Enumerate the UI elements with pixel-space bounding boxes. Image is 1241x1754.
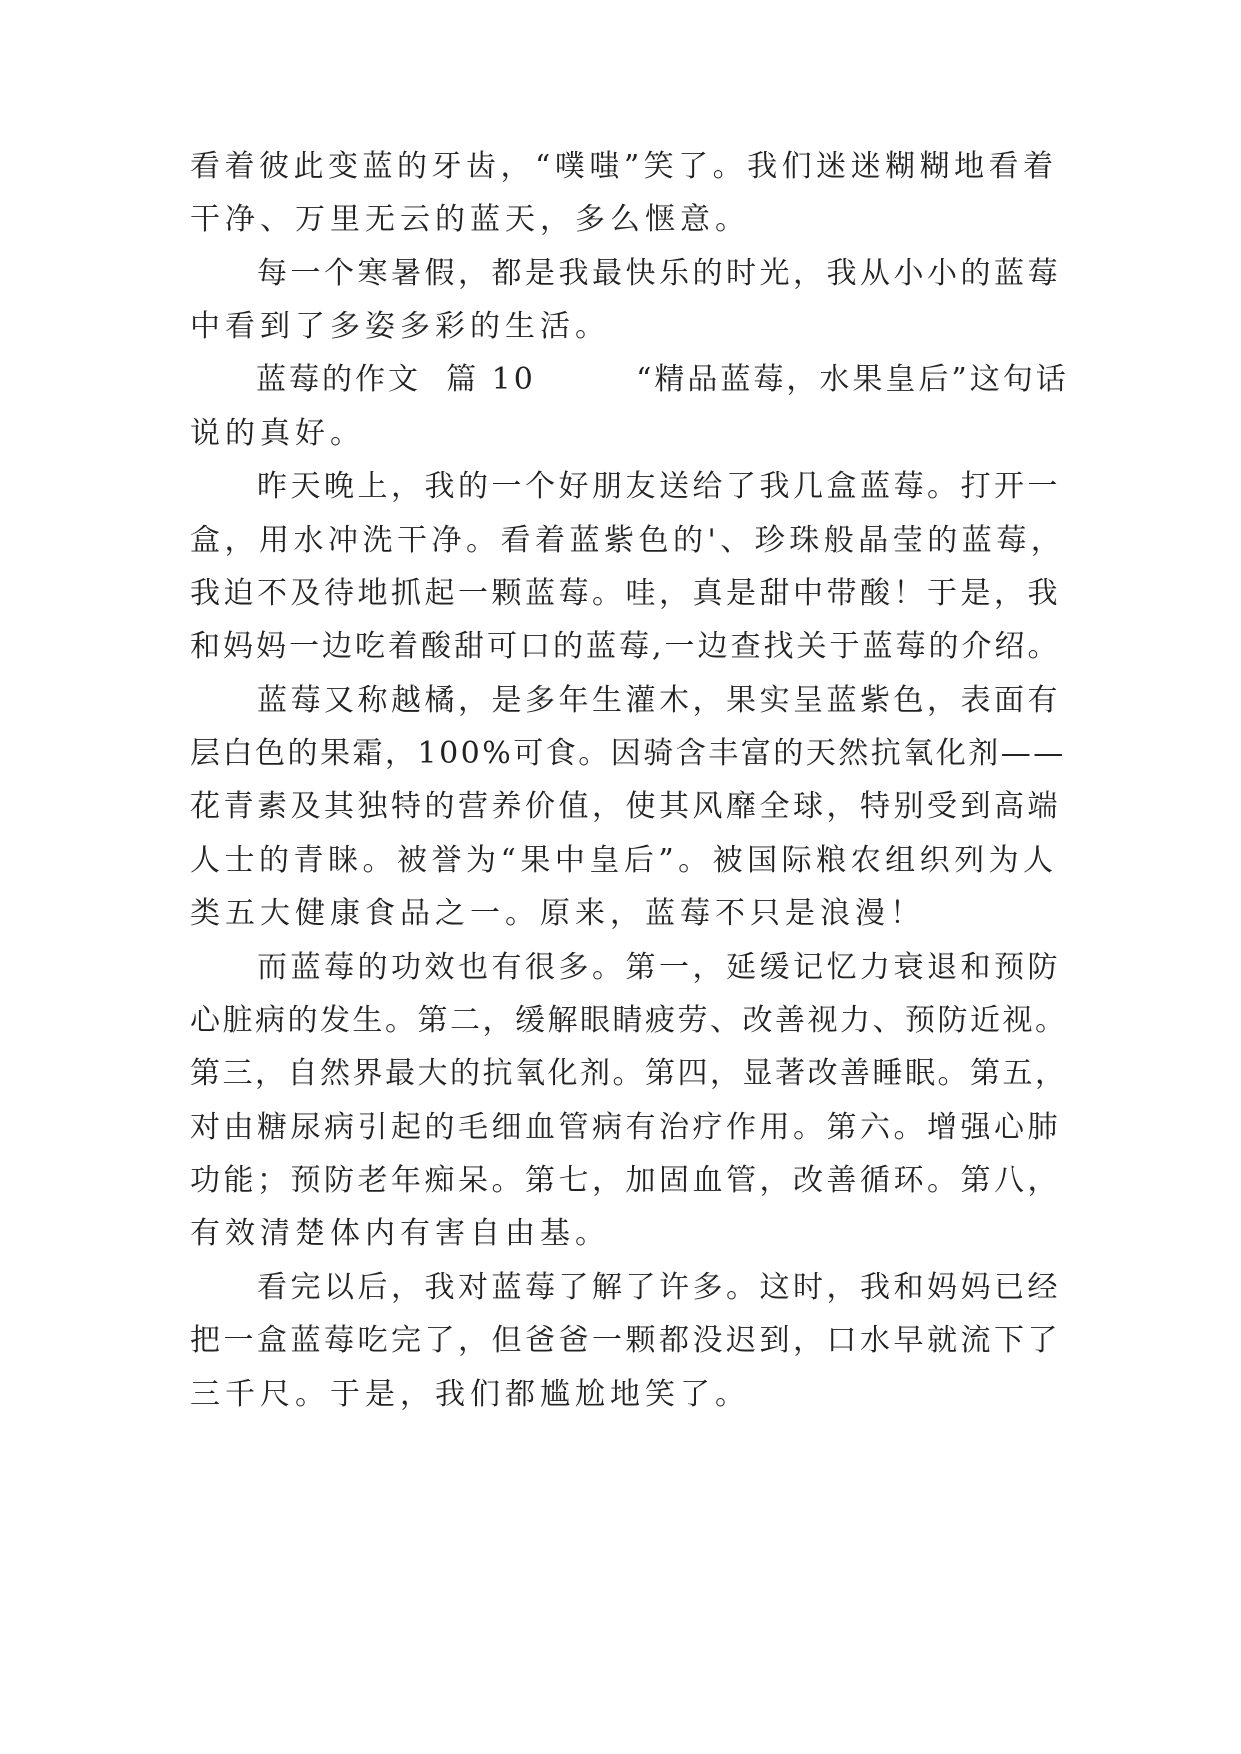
text-line: 和妈妈一边吃着酸甜可口的蓝莓,一边查找关于蓝莓的介绍。 [190,629,1061,664]
text-line: 盒，用水冲洗干净。看着蓝紫色的'、珍珠般晶莹的蓝莓， [190,523,1066,558]
text-line: 把一盒蓝莓吃完了，但爸爸一颗都没迟到，口水早就流下了 [190,1323,1061,1358]
text-line: 对由糖尿病引起的毛细血管病有治疗作用。第六。增强心肺 [190,1110,1061,1145]
text-line: 我迫不及待地抓起一颗蓝莓。哇，真是甜中带酸！于是，我 [190,576,1061,611]
text-line: 功能；预防老年痴呆。第七，加固血管，改善循环。第八， [190,1163,1061,1198]
text-line: 花青素及其独特的营养价值，使其风靡全球，特别受到高端 [190,789,1061,824]
text-line: 有效清楚体内有害自由基。 [190,1216,610,1251]
text-line: 说的真好。 [190,416,365,451]
text-line: 昨天晚上，我的一个好朋友送给了我几盒蓝莓。打开一 [190,469,1061,504]
text-line: 心脏病的发生。第二，缓解眼睛疲劳、改善视力、预防近视。 [190,1003,1068,1038]
text-line: 层白色的果霜，100%可食。因骑含丰富的天然抗氧化剂—— [190,736,1066,771]
text-line: 第三，自然界最大的抗氧化剂。第四，显著改善睡眠。第五， [190,1056,1068,1091]
text-line: 而蓝莓的功效也有很多。第一，延缓记忆力衰退和预防 [190,950,1061,985]
text-line: 中看到了多姿多彩的生活。 [190,309,610,344]
section-heading-line: 蓝莓的作文 篇 10 “精品蓝莓，水果皇后”这句话 [190,362,1069,397]
text-line: 人士的青睐。被誉为“果中皇后”。被国际粮农组织列为人 [190,843,1058,878]
text-line: 类五大健康食品之一。原来，蓝莓不只是浪漫！ [190,896,925,931]
text-line: 看完以后，我对蓝莓了解了许多。这时，我和妈妈已经 [190,1270,1061,1305]
text-line: 三千尺。于是，我们都尴尬地笑了。 [190,1377,750,1412]
text-line: 蓝莓又称越橘，是多年生灌木，果实呈蓝紫色，表面有 [190,683,1061,718]
text-line: 每一个寒暑假，都是我最快乐的时光，我从小小的蓝莓 [190,256,1061,291]
text-line: 干净、万里无云的蓝天，多么惬意。 [190,202,750,237]
text-line: 看着彼此变蓝的牙齿，“噗嗤”笑了。我们迷迷糊糊地看着 [190,149,1058,184]
